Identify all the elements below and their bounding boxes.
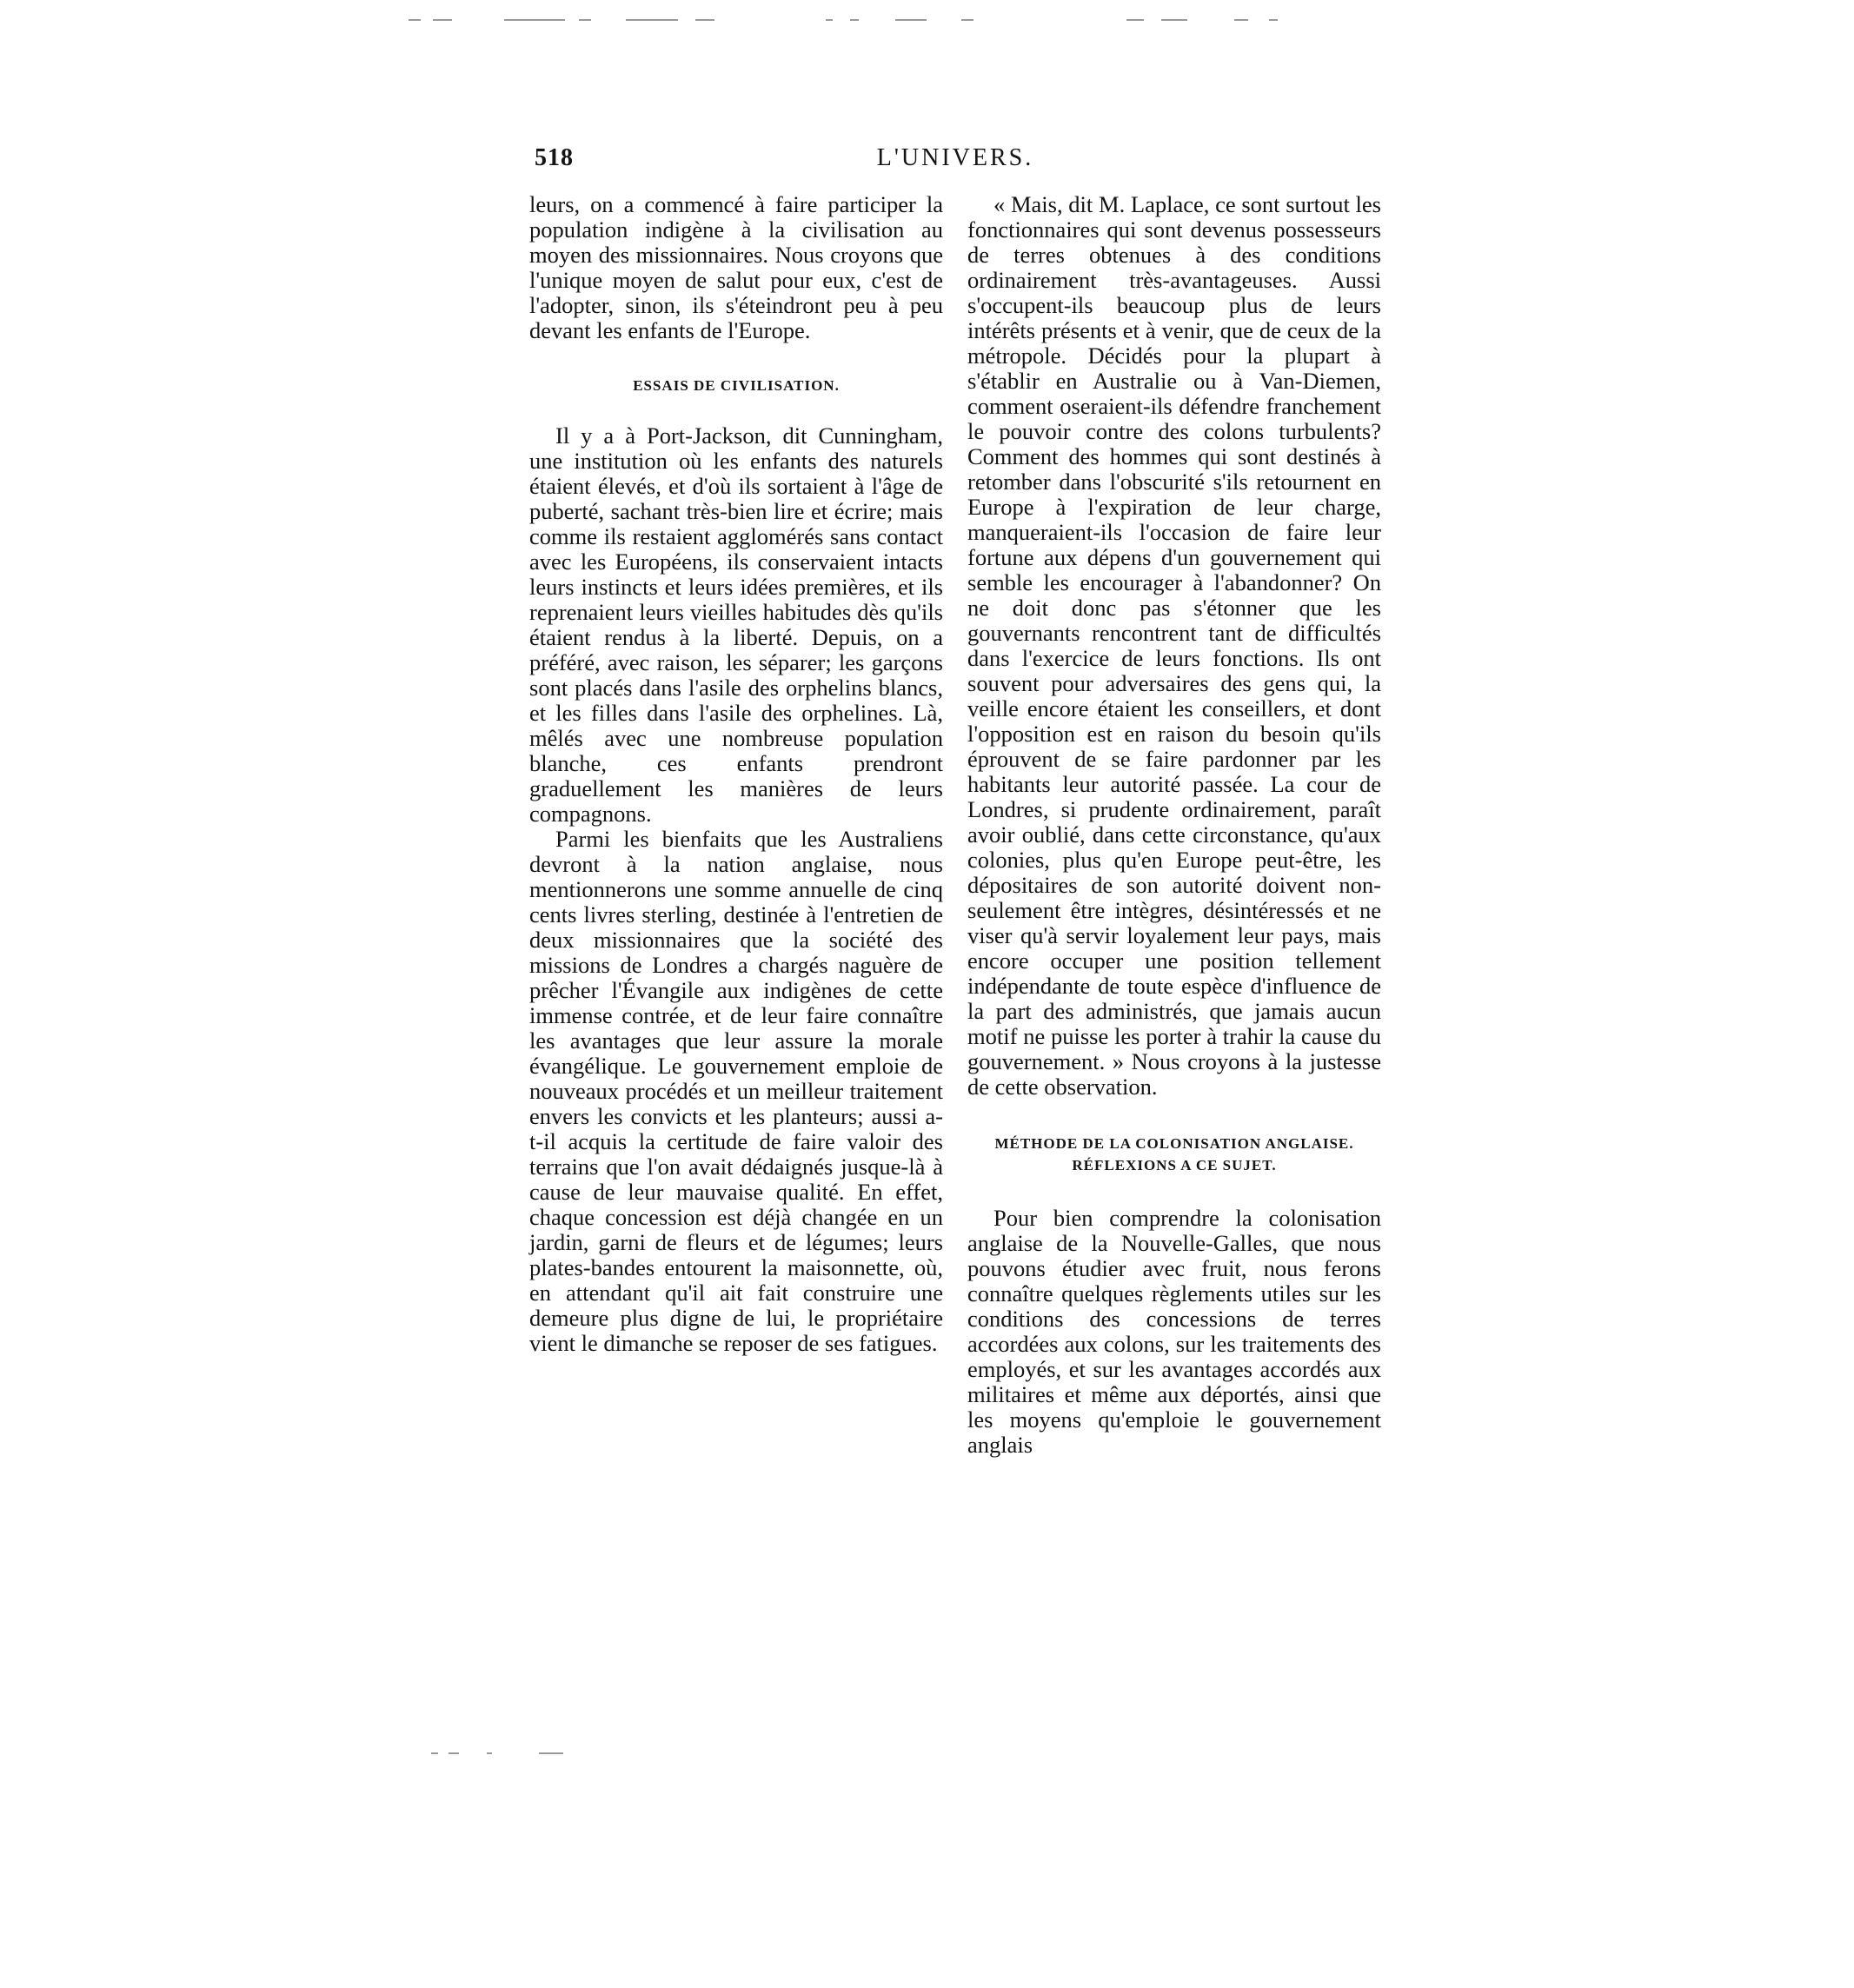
scan-marks-top bbox=[409, 19, 1295, 24]
section-heading-methode-line2: RÉFLEXIONS A CE SUJET. bbox=[1072, 1157, 1277, 1174]
right-column bbox=[967, 192, 1381, 1458]
left-paragraph-1: leurs, on a commencé à faire participer la population indigène à la civilisation au moyen des missionnaires. Nous croyons que l'unique moyen de salut pour eux, c'est de l'adopter, sinon, ils s'éteindront peu à peu devant les enfants de l'Europe. bbox=[529, 191, 943, 343]
left-paragraph-2: Il y a à Port-Jackson, dit Cunningham, une institution où les enfants des naturels étaient élevés, et d'où ils sortaient à l'âge de puberté, sachant très-bien lire et écrire; mais comme ils restaient agglomérés sans contact avec les Européens, ils conservaient intacts leurs instincts et leurs idées premières, et ils reprenaient leurs vieilles habitudes dès qu'ils étaient rendus à la liberté. Depuis, on a préféré, avec raison, les séparer; les garçons sont placés dans l'asile des orphelins blancs, et les filles dans l'asile des orphelines. Là, mêlés avec une nombreuse population blanche, ces enfants prendront graduellement les manières de leurs compagnons. bbox=[529, 422, 943, 827]
scan-marks-bottom bbox=[409, 1752, 1295, 1758]
left-column bbox=[529, 192, 943, 1356]
left-paragraph-3: Parmi les bienfaits que les Australiens devront à la nation anglaise, nous mentionnerons une somme annuelle de cinq cents livres sterling, destinée à l'entretien de deux missionnaires que la société des missions de Londres a chargés naguère de prêcher l'Évangile aux indigènes de cette immense contrée, et de leur faire connaître les avantages que leur assure la morale évangélique. Le gouvernement emploie de nouveaux procédés et un meilleur traitement envers les convicts et les planteurs; aussi a-t-il acquis la certitude de faire valoir des terrains que l'on avait dédaignés jusque-là à cause de leur mauvaise qualité. En effet, chaque concession est déjà changée en un jardin, garni de fleurs et de légumes; leurs plates-bandes entourent la maisonnette, où, en attendant qu'il ait fait construire une demeure plus digne de lui, le propriétaire vient le dimanche se reposer de ses fatigues. bbox=[529, 826, 943, 1356]
page-number: 518 bbox=[535, 144, 574, 171]
right-paragraph-1: « Mais, dit M. Laplace, ce sont surtout les fonctionnaires qui sont devenus possesseurs de terres obtenues à des conditions ordinairement très-avantageuses. Aussi s'occupent-ils beaucoup plus de leurs intérêts présents et à venir, que de ceux de la métropole. Décidés pour la plupart à s'établir en Australie ou à Van-Diemen, comment oseraient-ils défendre franchement le pouvoir contre des colons turbulents? Comment des hommes qui sont destinés à retomber dans l'obscurité s'ils retournent en Europe à l'expiration de leur charge, manqueraient-ils l'occasion de faire leur fortune aux dépens d'un gouvernement qui semble les encourager à l'abandonner? On ne doit donc pas s'étonner que les gouvernants rencontrent tant de difficultés dans l'exercice de leurs fonctions. Ils ont souvent pour adversaires des gens qui, la veille encore étaient les conseillers, et dont l'opposition est en raison du besoin qu'ils éprouvent de se faire pardonner par les habitants leur autorité passée. La cour de Londres, si prudente ordinairement, paraît avoir oublié, dans cette circonstance, qu'aux colonies, plus qu'en Europe peut-être, les dépositaires de son autorité doivent non-seulement être intègres, désintéressés et ne viser qu'à servir loyalement leur pays, mais encore occuper une position tellement indépendante de toute espèce d'influence de la part des administrés, que jamais aucun motif ne puisse les porter à trahir la cause du gouvernement. » Nous croyons à la justesse de cette observation. bbox=[967, 191, 1381, 1100]
page-header bbox=[529, 144, 1381, 179]
running-title: L'UNIVERS. bbox=[876, 144, 1034, 171]
right-paragraph-2: Pour bien comprendre la colonisation anglaise de la Nouvelle-Galles, que nous pouvons étudier avec fruit, nous ferons connaître quelques règlements utiles sur les conditions des concessions de terres accordées aux colons, sur les traitements des employés, et sur les avantages accordés aux militaires et même aux déportés, ainsi que les moyens qu'emploie le gouvernement anglais bbox=[967, 1205, 1381, 1458]
section-heading-essais: ESSAIS DE CIVILISATION. bbox=[633, 377, 840, 394]
section-heading-methode-line1: MÉTHODE DE LA COLONISATION ANGLAISE. bbox=[994, 1135, 1354, 1152]
section-heading-methode bbox=[967, 1133, 1381, 1176]
